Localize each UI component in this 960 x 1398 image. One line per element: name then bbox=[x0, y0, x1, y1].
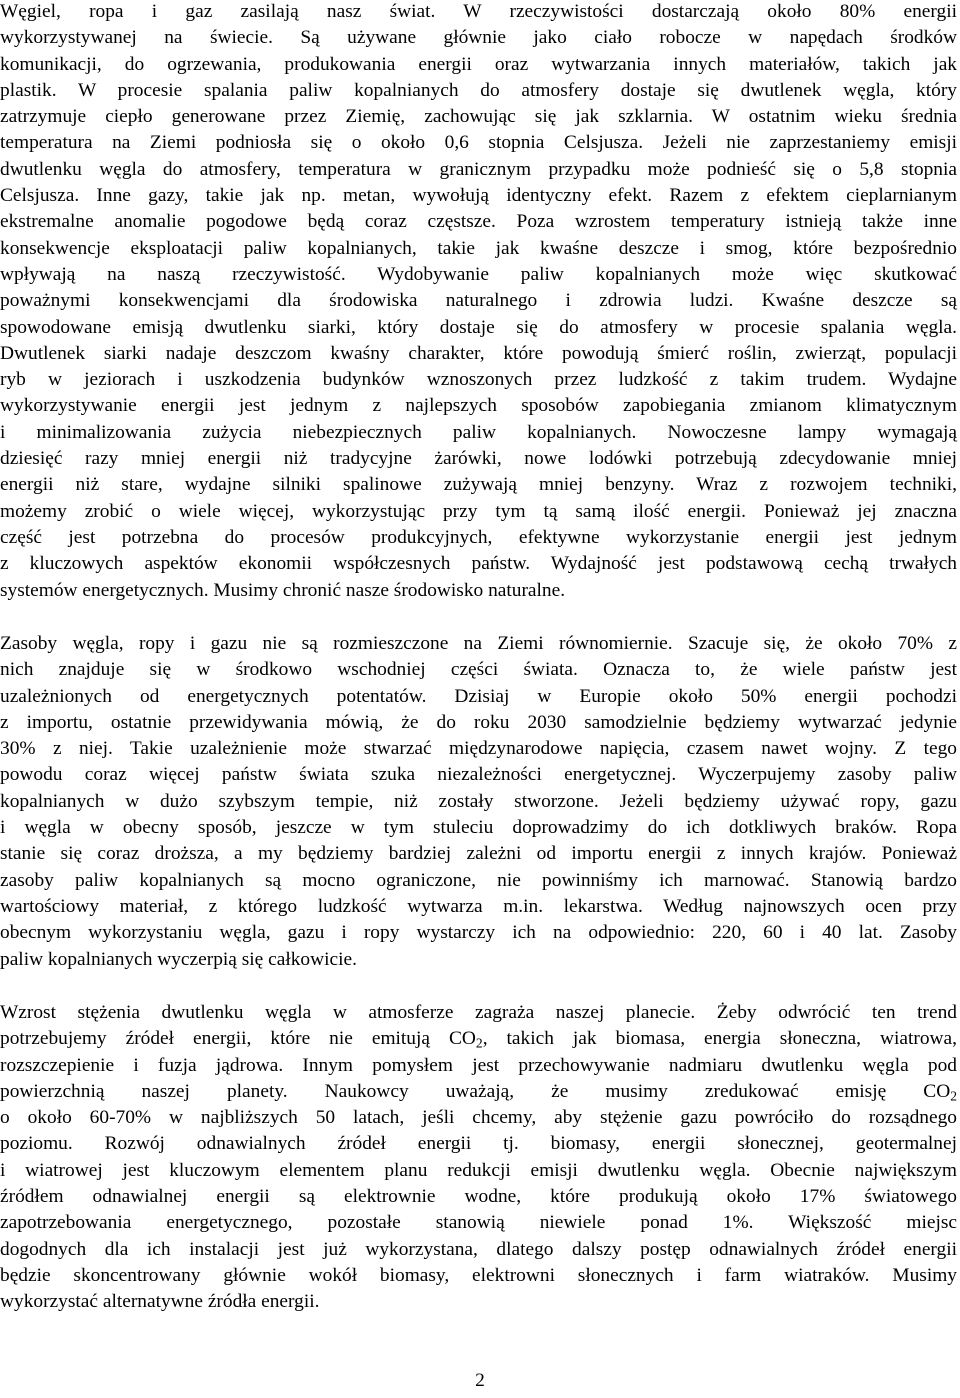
text-line: i wiatrowej jest kluczowym elementem planu redukcji emisji dwutlenku węgla. Obecnie największym bbox=[0, 1159, 957, 1181]
text-line: wpływają na naszą rzeczywistość. Wydobywanie paliw kopalnianych może więc skutkować bbox=[0, 263, 957, 285]
text-line: dwutlenku węgla do atmosfery, temperatura w granicznym przypadku może podnieść się o 5,8 stopnia bbox=[0, 158, 957, 180]
text-line: i minimalizowania zużycia niebezpiecznych paliw kopalnianych. Nowoczesne lampy wymagają bbox=[0, 421, 957, 443]
text-line: ekstremalne anomalie pogodowe będą coraz częstsze. Poza wzrostem temperatury istnieją także inne bbox=[0, 211, 957, 233]
text-line: powierzchnią naszej planety. Naukowcy uważają, że musimy zredukować emisję $CO_2$ bbox=[0, 1080, 957, 1104]
text-line: zatrzymuje ciepło generowane przez Ziemię, zachowując się jak szklarnia. W ostatnim wieku średnia bbox=[0, 106, 957, 128]
text-line: spowodowane emisją dwutlenku siarki, który dostaje się do atmosfery w procesie spalania węgla. bbox=[0, 316, 957, 338]
text-line: źródłem odnawialnej energii są elektrownie wodne, które produkują około 17% światowego bbox=[0, 1186, 957, 1208]
text-line: rozszczepienie i fuzja jądrowa. Innym pomysłem jest przechowywanie nadmiaru dwutlenku węgla pod bbox=[0, 1054, 957, 1076]
text-line: ryb w jeziorach i uszkodzenia budynków wznoszonych przez ludzkość z takim trudem. Wydajne bbox=[0, 369, 957, 391]
text-line: Celsjusza. Inne gazy, takie jak np. metan, wywołują identyczny efekt. Razem z efektem cieplarnianym bbox=[0, 185, 957, 207]
text-line: i węgla w obecny sposób, jeszcze w tym stuleciu doprowadzimy do ich dotkliwych braków. Ropa bbox=[0, 817, 957, 839]
text-line: możemy zrobić o wiele więcej, wykorzystując przy tym tą samą ilość energii. Ponieważ jej znaczna bbox=[0, 500, 957, 522]
paragraph-1 bbox=[0, 0, 957, 604]
text-line: Wzrost stężenia dwutlenku węgla w atmosferze zagraża naszej planecie. Żeby odwrócić ten trend bbox=[0, 1002, 957, 1023]
page-number: 2 bbox=[475, 1370, 485, 1391]
text-line: będzie skoncentrowany głównie wokół biomasy, elektrowni słonecznych i farm wiatraków. Musimy bbox=[0, 1264, 957, 1286]
text-line: wykorzystywanej na świecie. Są używane głównie jako ciało robocze w napędach środków bbox=[0, 27, 957, 49]
text-line: dziesięć razy mniej energii niż tradycyjne żarówki, nowe lodówki potrzebują zdecydowanie mniej bbox=[0, 448, 957, 470]
text-line: obecnym wykorzystaniu węgla, gazu i ropy wystarczy ich na odpowiednio: 220, 60 i 40 lat. Zasoby bbox=[0, 922, 957, 944]
subscript: 2 bbox=[475, 1035, 483, 1051]
text-line: o około 60-70% w najbliższych 50 latach, jeśli chcemy, aby stężenie gazu powróciło do rozsądnego bbox=[0, 1107, 957, 1129]
text-line: komunikacji, do ogrzewania, produkowania energii oraz wytwarzania innych materiałów, takich jak bbox=[0, 53, 957, 75]
text-line: Węgiel, ropa i gaz zasilają nasz świat. W rzeczywistości dostarczają około 80% energii bbox=[0, 1, 957, 22]
text-line: z importu, ostatnie przewidywania mówią, że do roku 2030 samodzielnie będziemy wytwarzać jedynie bbox=[0, 711, 957, 733]
subscript: 2 bbox=[950, 1088, 957, 1104]
text-line: plastik. W procesie spalania paliw kopalnianych do atmosfery dostaje się dwutlenek węgla, który bbox=[0, 79, 957, 101]
text-line: temperatura na Ziemi podniosła się o około 0,6 stopnia Celsjusza. Jeżeli nie zaprzestaniemy emisji bbox=[0, 132, 957, 154]
text-line: Dwutlenek siarki nadaje deszczom kwaśny charakter, które powodują śmierć roślin, zwierząt, populacji bbox=[0, 342, 957, 364]
text-line: poziomu. Rozwój odnawialnych źródeł energii tj. biomasy, energii słonecznej, geotermalnej bbox=[0, 1133, 957, 1155]
text-line: stanie się coraz droższa, a my będziemy bardziej zależni od importu energii z innych krajów. Ponieważ bbox=[0, 843, 957, 865]
text-line: wykorzystywanie energii jest jednym z najlepszych sposobów zapobiegania zmianom klimatycznym bbox=[0, 395, 957, 417]
text-line: z kluczowych aspektów ekonomii współczesnych państw. Wydajność jest podstawową cechą trwałych bbox=[0, 553, 957, 575]
text-line: poważnymi konsekwencjami dla środowiska naturalnego i zdrowia ludzi. Kwaśne deszcze są bbox=[0, 290, 957, 312]
text-line: zapotrzebowania energetycznego, pozostałe stanowią niewiele ponad 1%. Większość miejsc bbox=[0, 1212, 957, 1234]
text-line: wartościowy materiał, z którego ludzkość wytwarza m.in. lekarstwa. Według najnowszych ocen przy bbox=[0, 895, 957, 917]
text-line: dogodnych dla ich instalacji jest już wykorzystana, dlatego dalszy postęp odnawialnych źródeł energii bbox=[0, 1238, 957, 1260]
text-line: konsekwencje eksploatacji paliw kopalnianych, takie jak kwaśne deszcze i smog, które bezpośrednio bbox=[0, 237, 957, 259]
text-line: wykorzystać alternatywne źródła energii. bbox=[0, 1291, 320, 1313]
text-line: systemów energetycznych. Musimy chronić nasze środowisko naturalne. bbox=[0, 579, 566, 601]
text-line: powodu coraz więcej państw świata szuka niezależności energetycznej. Wyczerpujemy zasoby paliw bbox=[0, 764, 957, 786]
text-line: Zasoby węgla, ropy i gazu nie są rozmieszczone na Ziemi równomiernie. Szacuje się, że około 70% z bbox=[0, 633, 957, 654]
paragraph-3 bbox=[0, 1000, 957, 1316]
text-line: 30% z niej. Takie uzależnienie może stwarzać międzynarodowe napięcia, czasem nawet wojny. Z tego bbox=[0, 738, 957, 760]
text-line: potrzebujemy źródeł energii, które nie emitują $CO_2$, takich jak biomasa, energia słoneczna, wiatrowa, bbox=[0, 1028, 957, 1051]
text-line: paliw kopalnianych wyczerpią się całkowicie. bbox=[0, 948, 357, 970]
text-line: energii niż stare, wydajne silniki spalinowe zużywają mniej benzyny. Wraz z rozwojem techniki, bbox=[0, 474, 957, 496]
text-line: nich znajduje się w środkowo wschodniej części świata. Oznacza to, że wiele państw jest bbox=[0, 659, 957, 681]
text-line: kopalnianych w dużo szybszym tempie, niż zostały stworzone. Jeżeli będziemy używać ropy, gazu bbox=[0, 790, 957, 812]
paragraph-2 bbox=[0, 631, 957, 973]
text-line: uzależnionych od energetycznych potentatów. Dzisiaj w Europie około 50% energii pochodzi bbox=[0, 685, 957, 707]
text-line: część jest potrzebna do procesów produkcyjnych, efektywne wykorzystanie energii jest jednym bbox=[0, 526, 957, 548]
text-line: zasoby paliw kopalnianych są mocno ograniczone, nie powinniśmy ich marnować. Stanowią bardzo bbox=[0, 869, 957, 891]
